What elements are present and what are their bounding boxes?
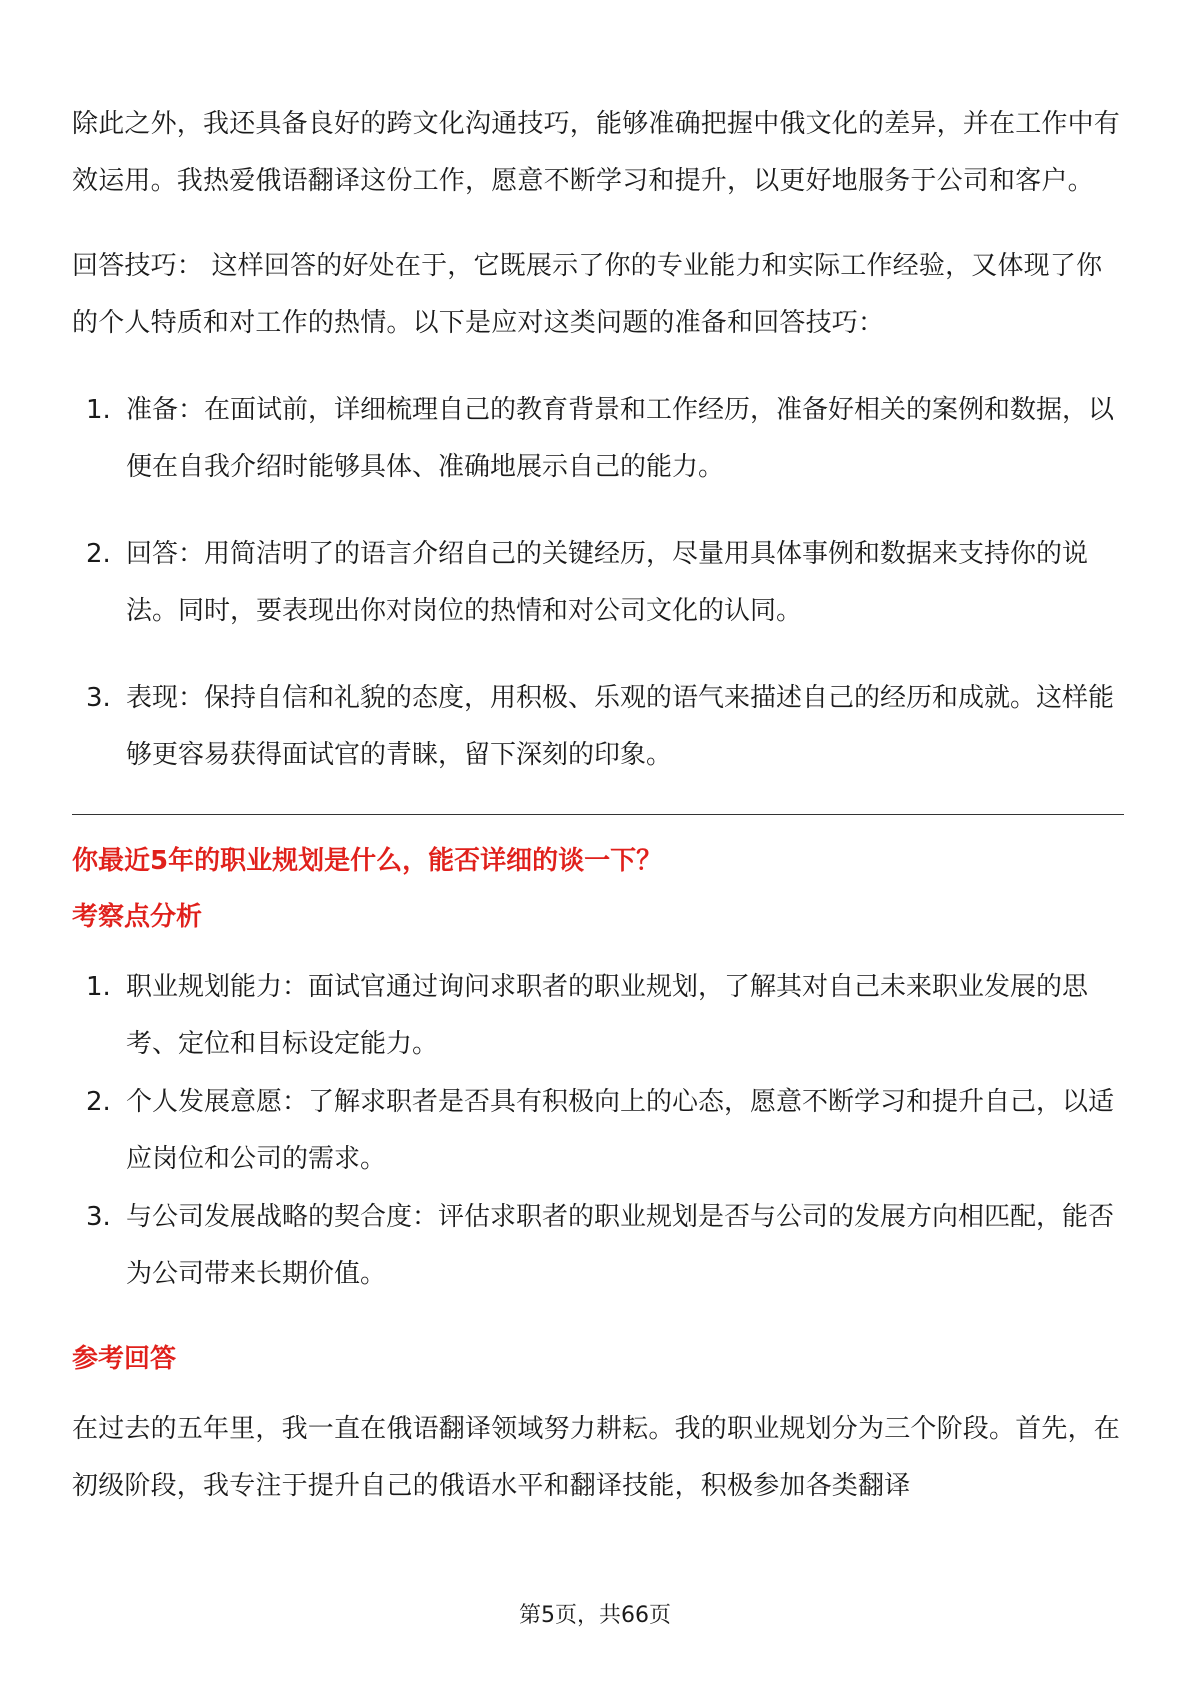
list-item (72, 1074, 1124, 1188)
list-item-text: 回答：用简洁明了的语言介绍自己的关键经历，尽量用具体事例和数据来支持你的说法。同时，要表现出你对岗位的热情和对公司文化的认同。 (126, 539, 1089, 626)
analysis-list (72, 959, 1124, 1303)
list-item (72, 1189, 1124, 1303)
list-item-text: 表现：保持自信和礼貌的态度，用积极、乐观的语气来描述自己的经历和成就。这样能够更容易获得面试官的青睐，留下深刻的印象。 (126, 683, 1115, 770)
list-item (72, 526, 1124, 640)
list-item-text: 准备：在面试前，详细梳理自己的教育背景和工作经历，准备好相关的案例和数据，以便在自我介绍时能够具体、准确地展示自己的能力。 (126, 395, 1115, 482)
tips-paragraph: 回答技巧： 这样回答的好处在于，它既展示了你的专业能力和实际工作经验，又体现了你的个人特质和对工作的热情。以下是应对这类问题的准备和回答技巧： (72, 251, 1103, 338)
list-item (72, 959, 1124, 1073)
list-number: 1. (86, 972, 111, 1002)
list-number: 1. (86, 395, 111, 425)
list-item-text: 个人发展意愿：了解求职者是否具有积极向上的心态，愿意不断学习和提升自己，以适应岗位和公司的需求。 (126, 1087, 1115, 1174)
list-item-text: 与公司发展战略的契合度：评估求职者的职业规划是否与公司的发展方向相匹配，能否为公司带来长期价值。 (126, 1202, 1115, 1289)
intro-paragraph: 除此之外，我还具备良好的跨文化沟通技巧，能够准确把握中俄文化的差异，并在工作中有效运用。我热爱俄语翻译这份工作，愿意不断学习和提升，以更好地服务于公司和客户。 (72, 109, 1121, 196)
list-number: 2. (86, 1087, 111, 1117)
list-item-text: 职业规划能力：面试官通过询问求职者的职业规划，了解其对自己未来职业发展的思考、定位和目标设定能力。 (126, 972, 1089, 1059)
list-number: 3. (86, 1202, 111, 1232)
page-footer: 第5页，共66页 (519, 1603, 671, 1628)
section-divider (72, 814, 1124, 815)
analysis-heading: 考察点分析 (72, 902, 203, 932)
document-page (72, 96, 1124, 1515)
reference-paragraph: 在过去的五年里，我一直在俄语翻译领域努力耕耘。我的职业规划分为三个阶段。首先，在初级阶段，我专注于提升自己的俄语水平和翻译技能，积极参加各类翻译 (72, 1414, 1121, 1501)
tips-list (72, 382, 1124, 784)
reference-heading: 参考回答 (72, 1344, 177, 1374)
list-item (72, 670, 1124, 784)
question-title: 你最近5年的职业规划是什么，能否详细的谈一下？ (72, 846, 663, 876)
list-number: 3. (86, 683, 111, 713)
list-item (72, 382, 1124, 496)
list-number: 2. (86, 539, 111, 569)
